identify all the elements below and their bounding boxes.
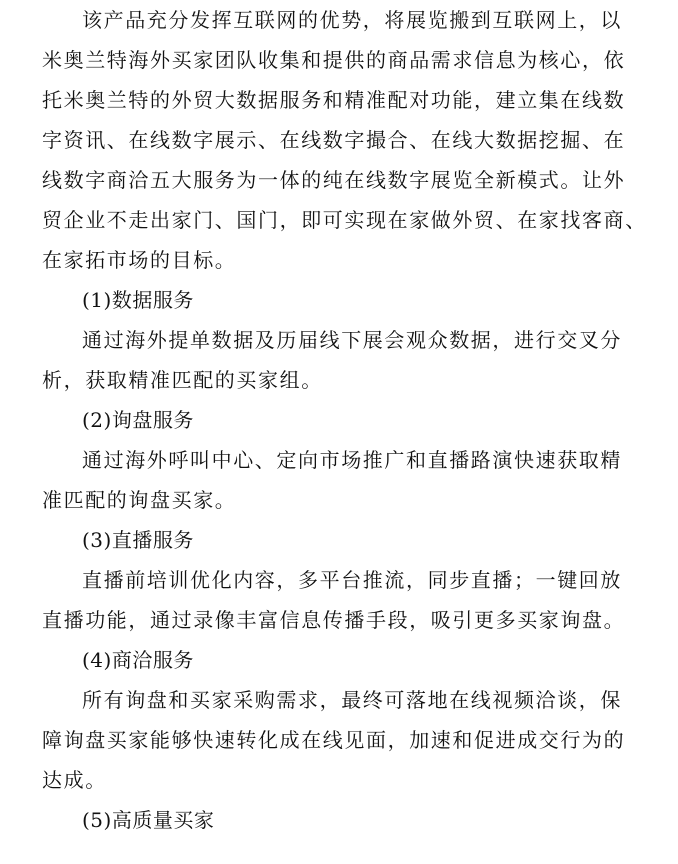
intro-line-5: 线数字商洽五大服务为一体的纯在线数字展览全新模式。让外 [42, 168, 626, 192]
section-heading-data-service: (1)数据服务 [82, 288, 194, 312]
section-heading-negotiation-service: (4)商洽服务 [82, 648, 194, 672]
intro-line-3: 托米奥兰特的外贸大数据服务和精准配对功能，建立集在线数 [42, 88, 626, 112]
intro-line-4: 字资讯、在线数字展示、在线数字撮合、在线大数据挖掘、在 [42, 128, 626, 152]
intro-line-6: 贸企业不走出家门、国门，即可实现在家做外贸、在家找客商、 [42, 208, 647, 232]
inquiry-service-line-1: 通过海外呼叫中心、定向市场推广和直播路演快速获取精 [82, 448, 622, 472]
data-service-line-1: 通过海外提单数据及历届线下展会观众数据，进行交叉分 [82, 328, 622, 352]
live-service-line-1: 直播前培训优化内容，多平台推流，同步直播；一键回放 [82, 568, 622, 592]
section-heading-inquiry-service: (2)询盘服务 [82, 408, 194, 432]
negotiation-service-line-2: 障询盘买家能够快速转化成在线见面，加速和促进成交行为的 [42, 728, 626, 752]
intro-line-2: 米奥兰特海外买家团队收集和提供的商品需求信息为核心，依 [42, 48, 626, 72]
section-heading-live-service: (3)直播服务 [82, 528, 194, 552]
intro-line-7: 在家拓市场的目标。 [42, 248, 237, 272]
inquiry-service-line-2: 准匹配的询盘买家。 [42, 488, 237, 512]
intro-line-1: 该产品充分发挥互联网的优势，将展览搬到互联网上，以 [82, 8, 622, 32]
section-heading-quality-buyers: (5)高质量买家 [82, 808, 215, 832]
negotiation-service-line-3: 达成。 [42, 768, 107, 792]
data-service-line-2: 析，获取精准匹配的买家组。 [42, 368, 323, 392]
negotiation-service-line-1: 所有询盘和买家采购需求，最终可落地在线视频洽谈，保 [82, 688, 622, 712]
live-service-line-2: 直播功能，通过录像丰富信息传播手段，吸引更多买家询盘。 [42, 608, 626, 632]
